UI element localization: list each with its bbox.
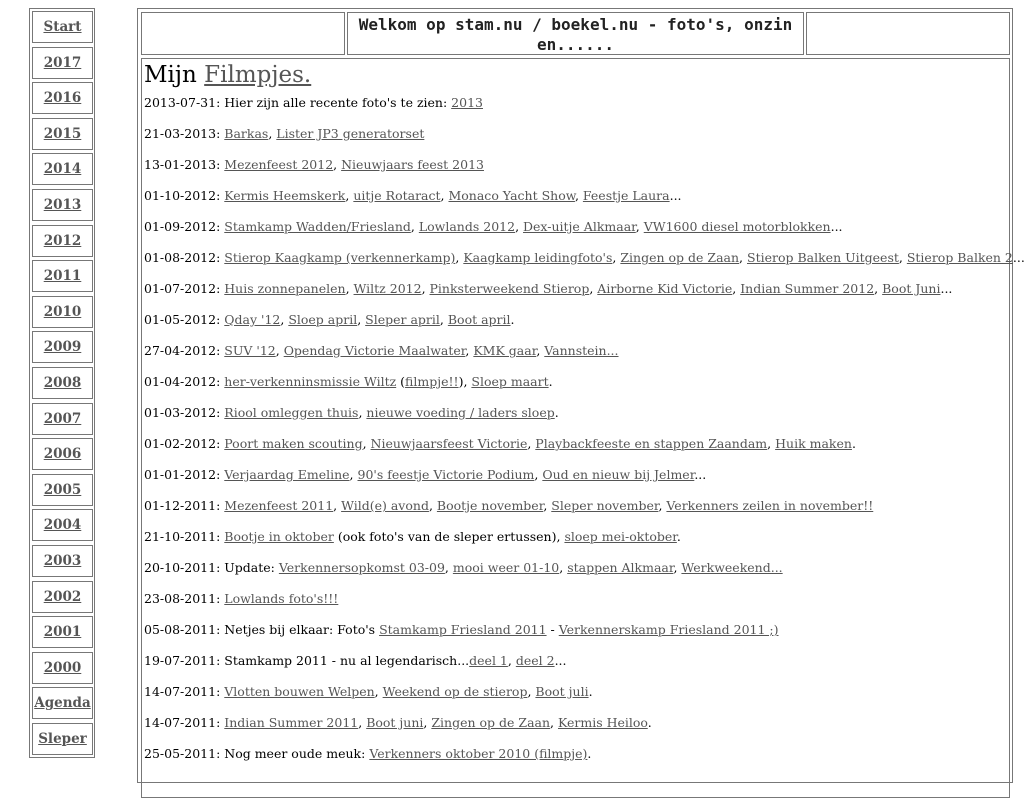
- entry-link[interactable]: Werkweekend...: [681, 560, 783, 575]
- entry-date: 21-03-2013:: [144, 126, 221, 141]
- entry-text: .: [647, 715, 652, 730]
- nav-item-2011[interactable]: 2011: [32, 260, 93, 292]
- entry-link[interactable]: Stamkamp Friesland 2011: [379, 622, 547, 637]
- entry-link[interactable]: Barkas: [224, 126, 269, 141]
- entry-text: ,: [515, 219, 524, 234]
- entry-text: ,: [423, 715, 432, 730]
- nav-item-2010[interactable]: 2010: [32, 296, 93, 328]
- entry-text: ,: [444, 560, 453, 575]
- entry-date: 2013-07-31:: [144, 95, 221, 110]
- entry-link[interactable]: Boot april: [447, 312, 511, 327]
- entry-link[interactable]: Riool omleggen thuis: [224, 405, 359, 420]
- entry-link[interactable]: VW1600 diesel motorblokken: [643, 219, 831, 234]
- entry-date: 05-08-2011:: [144, 622, 221, 637]
- nav-item-2002[interactable]: 2002: [32, 581, 93, 613]
- entry-link[interactable]: Sleper april: [365, 312, 440, 327]
- nav-item-2014[interactable]: 2014: [32, 153, 93, 185]
- entry-date: 01-03-2012:: [144, 405, 221, 420]
- nav-item-2000[interactable]: 2000: [32, 652, 93, 684]
- entry-text: ,: [455, 250, 464, 265]
- news-entry: [144, 715, 1009, 746]
- entry-text: Hier zijn alle recente foto's te zien:: [220, 95, 452, 110]
- nav-item-sleper[interactable]: Sleper: [32, 723, 93, 755]
- entry-link[interactable]: Bootje in oktober: [224, 529, 334, 544]
- entry-link[interactable]: Boot juni: [366, 715, 424, 730]
- entry-text: ,: [465, 343, 474, 358]
- entry-text: Stamkamp 2011 - nu al legendarisch...: [220, 653, 470, 668]
- news-entry: [144, 188, 1009, 219]
- entry-text: Nog meer oude meuk:: [220, 746, 370, 761]
- news-entry: [144, 560, 1009, 591]
- entry-text: ,: [527, 684, 536, 699]
- entry-link[interactable]: Verkennerskamp Friesland 2011 ;): [558, 622, 779, 637]
- entry-date: 21-10-2011:: [144, 529, 221, 544]
- entry-text: ,: [358, 405, 367, 420]
- entry-link[interactable]: uitje Rotaract: [353, 188, 441, 203]
- entry-date: 01-07-2012:: [144, 281, 221, 296]
- entry-link[interactable]: Zingen op de Zaan: [620, 250, 740, 265]
- news-entry: [144, 529, 1009, 560]
- entry-link[interactable]: Mezenfeest 2012: [224, 157, 334, 172]
- entry-date: 13-01-2013:: [144, 157, 221, 172]
- entry-text: ,: [874, 281, 883, 296]
- news-entry: [144, 281, 1009, 312]
- nav-item-2004[interactable]: 2004: [32, 509, 93, 541]
- entry-link[interactable]: Vlotten bouwen Welpen: [224, 684, 375, 699]
- entry-text: ,: [440, 188, 449, 203]
- entry-text: ...: [694, 467, 707, 482]
- entry-link[interactable]: Huik maken: [775, 436, 852, 451]
- entry-text: ,: [673, 560, 682, 575]
- entry-text: ),: [458, 374, 472, 389]
- entry-link[interactable]: Wild(e) avond: [341, 498, 429, 513]
- entry-text: ,: [357, 312, 366, 327]
- entry-text: .: [548, 374, 553, 389]
- entry-date: 01-04-2012:: [144, 374, 221, 389]
- nav-item-start[interactable]: Start: [32, 11, 93, 43]
- entry-link[interactable]: Sleper november: [551, 498, 659, 513]
- entry-date: 14-07-2011:: [144, 684, 221, 699]
- entry-text: ,: [767, 436, 776, 451]
- news-entry: [144, 436, 1009, 467]
- entry-text: Netjes bij elkaar: Foto's: [220, 622, 380, 637]
- entry-text: -: [546, 622, 559, 637]
- entry-date: 01-05-2012:: [144, 312, 221, 327]
- content-area: [141, 58, 1025, 798]
- entry-link[interactable]: Kaagkamp leidingfoto's: [463, 250, 613, 265]
- entry-text: ,: [362, 436, 371, 451]
- entry-text: ,: [898, 250, 907, 265]
- header-right-cell: [806, 12, 1010, 55]
- entry-text: ,: [543, 498, 552, 513]
- nav-item-2007[interactable]: 2007: [32, 403, 93, 435]
- news-entry: [144, 405, 1009, 436]
- entry-date: 19-07-2011:: [144, 653, 221, 668]
- entry-text: ,: [589, 281, 598, 296]
- entry-text: ,: [574, 188, 583, 203]
- nav-item-2005[interactable]: 2005: [32, 474, 93, 506]
- entry-date: 01-08-2012:: [144, 250, 221, 265]
- entry-text: ,: [374, 684, 383, 699]
- nav-item-2001[interactable]: 2001: [32, 616, 93, 648]
- nav-item-2009[interactable]: 2009: [32, 331, 93, 363]
- entry-link[interactable]: Wiltz 2012: [353, 281, 422, 296]
- entry-text: ,: [612, 250, 621, 265]
- entry-text: .: [587, 746, 592, 761]
- entry-text: ,: [550, 715, 558, 730]
- entry-link[interactable]: 90's feestje Victorie Podium: [357, 467, 535, 482]
- entry-link[interactable]: SUV '12: [224, 343, 276, 358]
- entry-link[interactable]: Qday '12: [224, 312, 281, 327]
- entry-link[interactable]: Kermis Heiloo: [557, 715, 648, 730]
- entry-text: .: [510, 312, 515, 327]
- entry-text: ,: [268, 126, 277, 141]
- entry-text: .: [676, 529, 681, 544]
- entry-link[interactable]: Dex-uitje Alkmaar: [523, 219, 636, 234]
- entry-link[interactable]: Stierop Balken 2: [906, 250, 1013, 265]
- news-entry: [144, 591, 1009, 622]
- entry-text: ...: [1012, 250, 1025, 265]
- entry-link[interactable]: Airborne Kid Victorie: [597, 281, 733, 296]
- entry-link[interactable]: Mezenfeest 2011: [224, 498, 334, 513]
- entry-date: 14-07-2011:: [144, 715, 221, 730]
- entry-link[interactable]: Indian Summer 2011: [224, 715, 359, 730]
- entry-link[interactable]: Stierop Kaagkamp (verkennerkamp): [224, 250, 456, 265]
- news-entry: [144, 467, 1009, 498]
- nav-item-agenda[interactable]: Agenda: [32, 687, 93, 719]
- entry-text: ,: [527, 436, 536, 451]
- entry-text: .: [588, 684, 593, 699]
- entry-link[interactable]: Kermis Heemskerk: [224, 188, 346, 203]
- entry-link[interactable]: stappen Alkmaar: [567, 560, 674, 575]
- entry-date: 20-10-2011:: [144, 560, 221, 575]
- entry-text: ,: [536, 343, 545, 358]
- entry-text: ,: [345, 281, 354, 296]
- entry-link[interactable]: her-verkenninsmissie Wiltz: [224, 374, 397, 389]
- entry-link[interactable]: Vannstein...: [544, 343, 619, 358]
- entry-link[interactable]: Indian Summer 2012: [740, 281, 875, 296]
- entry-text: Update:: [220, 560, 279, 575]
- entry-link[interactable]: Boot Juni: [882, 281, 941, 296]
- nav-item-2017[interactable]: 2017: [32, 47, 93, 79]
- entry-link[interactable]: KMK gaar: [473, 343, 537, 358]
- entry-text: ...: [830, 219, 843, 234]
- entry-date: 23-08-2011:: [144, 591, 221, 606]
- entry-text: ,: [428, 498, 437, 513]
- news-entry: [144, 126, 1009, 157]
- entry-text: ,: [507, 653, 516, 668]
- entry-link[interactable]: Verkenners zeilen in november!!: [666, 498, 874, 513]
- news-entry: [144, 684, 1009, 715]
- entry-text: ,: [280, 312, 289, 327]
- entry-text: (ook foto's van de sleper ertussen),: [333, 529, 565, 544]
- entry-link[interactable]: Verkenners oktober 2010 (filmpje): [369, 746, 588, 761]
- entry-text: ,: [534, 467, 543, 482]
- entry-text: ,: [358, 715, 367, 730]
- entry-text: ,: [658, 498, 667, 513]
- year-navigation: [29, 8, 95, 758]
- entry-text: ...: [554, 653, 567, 668]
- entry-text: ,: [345, 188, 354, 203]
- entry-link[interactable]: Opendag Victorie Maalwater: [283, 343, 466, 358]
- header-left-cell: [141, 12, 345, 55]
- entry-text: ,: [349, 467, 358, 482]
- entry-link[interactable]: Weekend op de stierop: [382, 684, 528, 699]
- entry-link[interactable]: deel 1: [469, 653, 508, 668]
- news-entry: [144, 498, 1009, 529]
- page-title: Welkom op stam.nu / boekel.nu - foto's, onzin en......: [347, 12, 804, 55]
- entry-text: ,: [275, 343, 284, 358]
- entry-date: 01-10-2012:: [144, 188, 221, 203]
- entry-link[interactable]: Verjaardag Emeline: [224, 467, 350, 482]
- heading-text: Mijn: [144, 62, 205, 88]
- entry-link[interactable]: filmpje!!: [405, 374, 459, 389]
- entry-link[interactable]: Nieuwjaarsfeest Victorie: [370, 436, 528, 451]
- entry-link[interactable]: 2013: [451, 95, 483, 110]
- news-entry: [144, 219, 1009, 250]
- entry-text: .: [851, 436, 856, 451]
- entry-link[interactable]: Feestje Laura: [582, 188, 670, 203]
- entry-text: ...: [940, 281, 953, 296]
- entry-text: ,: [635, 219, 644, 234]
- entry-text: ,: [732, 281, 741, 296]
- news-entry: [144, 343, 1009, 374]
- entry-link[interactable]: Verkennersopkomst 03-09: [278, 560, 445, 575]
- news-entry: [144, 653, 1009, 684]
- nav-item-2006[interactable]: 2006: [32, 438, 93, 470]
- news-entry: [144, 95, 1009, 126]
- entry-date: 01-02-2012:: [144, 436, 221, 451]
- entry-link[interactable]: Poort maken scouting: [224, 436, 363, 451]
- entry-link[interactable]: Sloep april: [288, 312, 358, 327]
- entry-link[interactable]: Lister JP3 generatorset: [276, 126, 425, 141]
- entry-link[interactable]: Pinksterweekend Stierop: [429, 281, 590, 296]
- news-entry: [144, 622, 1009, 653]
- entry-text: ,: [559, 560, 568, 575]
- nav-item-2008[interactable]: 2008: [32, 367, 93, 399]
- entry-link[interactable]: sloep mei-oktober: [564, 529, 677, 544]
- news-entry: [144, 312, 1009, 343]
- news-entry: [144, 250, 1025, 281]
- entry-text: .: [554, 405, 559, 420]
- entry-text: ...: [669, 188, 682, 203]
- nav-item-2003[interactable]: 2003: [32, 545, 93, 577]
- entry-date: 01-01-2012:: [144, 467, 221, 482]
- entry-link[interactable]: Boot juli: [535, 684, 589, 699]
- nav-item-2015[interactable]: 2015: [32, 118, 93, 150]
- entry-date: 01-09-2012:: [144, 219, 221, 234]
- heading-link-filmpjes[interactable]: Filmpjes.: [204, 62, 312, 88]
- news-list: [144, 95, 1025, 777]
- entry-link[interactable]: Huis zonnepanelen: [224, 281, 346, 296]
- entry-text: (: [396, 374, 406, 389]
- entry-link[interactable]: Stamkamp Wadden/Friesland: [224, 219, 411, 234]
- entry-text: ,: [333, 157, 342, 172]
- entry-link[interactable]: Playbackfeeste en stappen Zaandam: [535, 436, 768, 451]
- entry-text: ,: [333, 498, 342, 513]
- entry-date: 01-12-2011:: [144, 498, 221, 513]
- nav-item-2016[interactable]: 2016: [32, 82, 93, 114]
- entry-link[interactable]: Monaco Yacht Show: [448, 188, 575, 203]
- entry-text: ,: [439, 312, 448, 327]
- entry-date: 27-04-2012:: [144, 343, 221, 358]
- nav-item-2012[interactable]: 2012: [32, 225, 93, 257]
- news-entry: [144, 157, 1009, 188]
- entry-link[interactable]: nieuwe voeding / laders sloep: [366, 405, 555, 420]
- entry-text: ,: [410, 219, 419, 234]
- entry-link[interactable]: Lowlands foto's!!!: [224, 591, 339, 606]
- entry-link[interactable]: mooi weer 01-10: [452, 560, 560, 575]
- main-frame: [137, 8, 1025, 783]
- entry-link[interactable]: Nieuwjaars feest 2013: [341, 157, 484, 172]
- entry-link[interactable]: Bootje november: [436, 498, 544, 513]
- entry-link[interactable]: Oud en nieuw bij Jelmer: [542, 467, 695, 482]
- entry-link[interactable]: Stierop Balken Uitgeest: [747, 250, 899, 265]
- entry-text: ,: [421, 281, 430, 296]
- nav-item-2013[interactable]: 2013: [32, 189, 93, 221]
- entry-link[interactable]: Lowlands 2012: [418, 219, 516, 234]
- entry-text: ,: [739, 250, 747, 265]
- news-entry: [144, 374, 1009, 405]
- page-heading: [144, 61, 1009, 89]
- news-entry: [144, 746, 1009, 777]
- entry-date: 25-05-2011:: [144, 746, 221, 761]
- entry-link[interactable]: Sloep maart: [471, 374, 549, 389]
- entry-link[interactable]: deel 2: [515, 653, 555, 668]
- entry-link[interactable]: Zingen op de Zaan: [431, 715, 551, 730]
